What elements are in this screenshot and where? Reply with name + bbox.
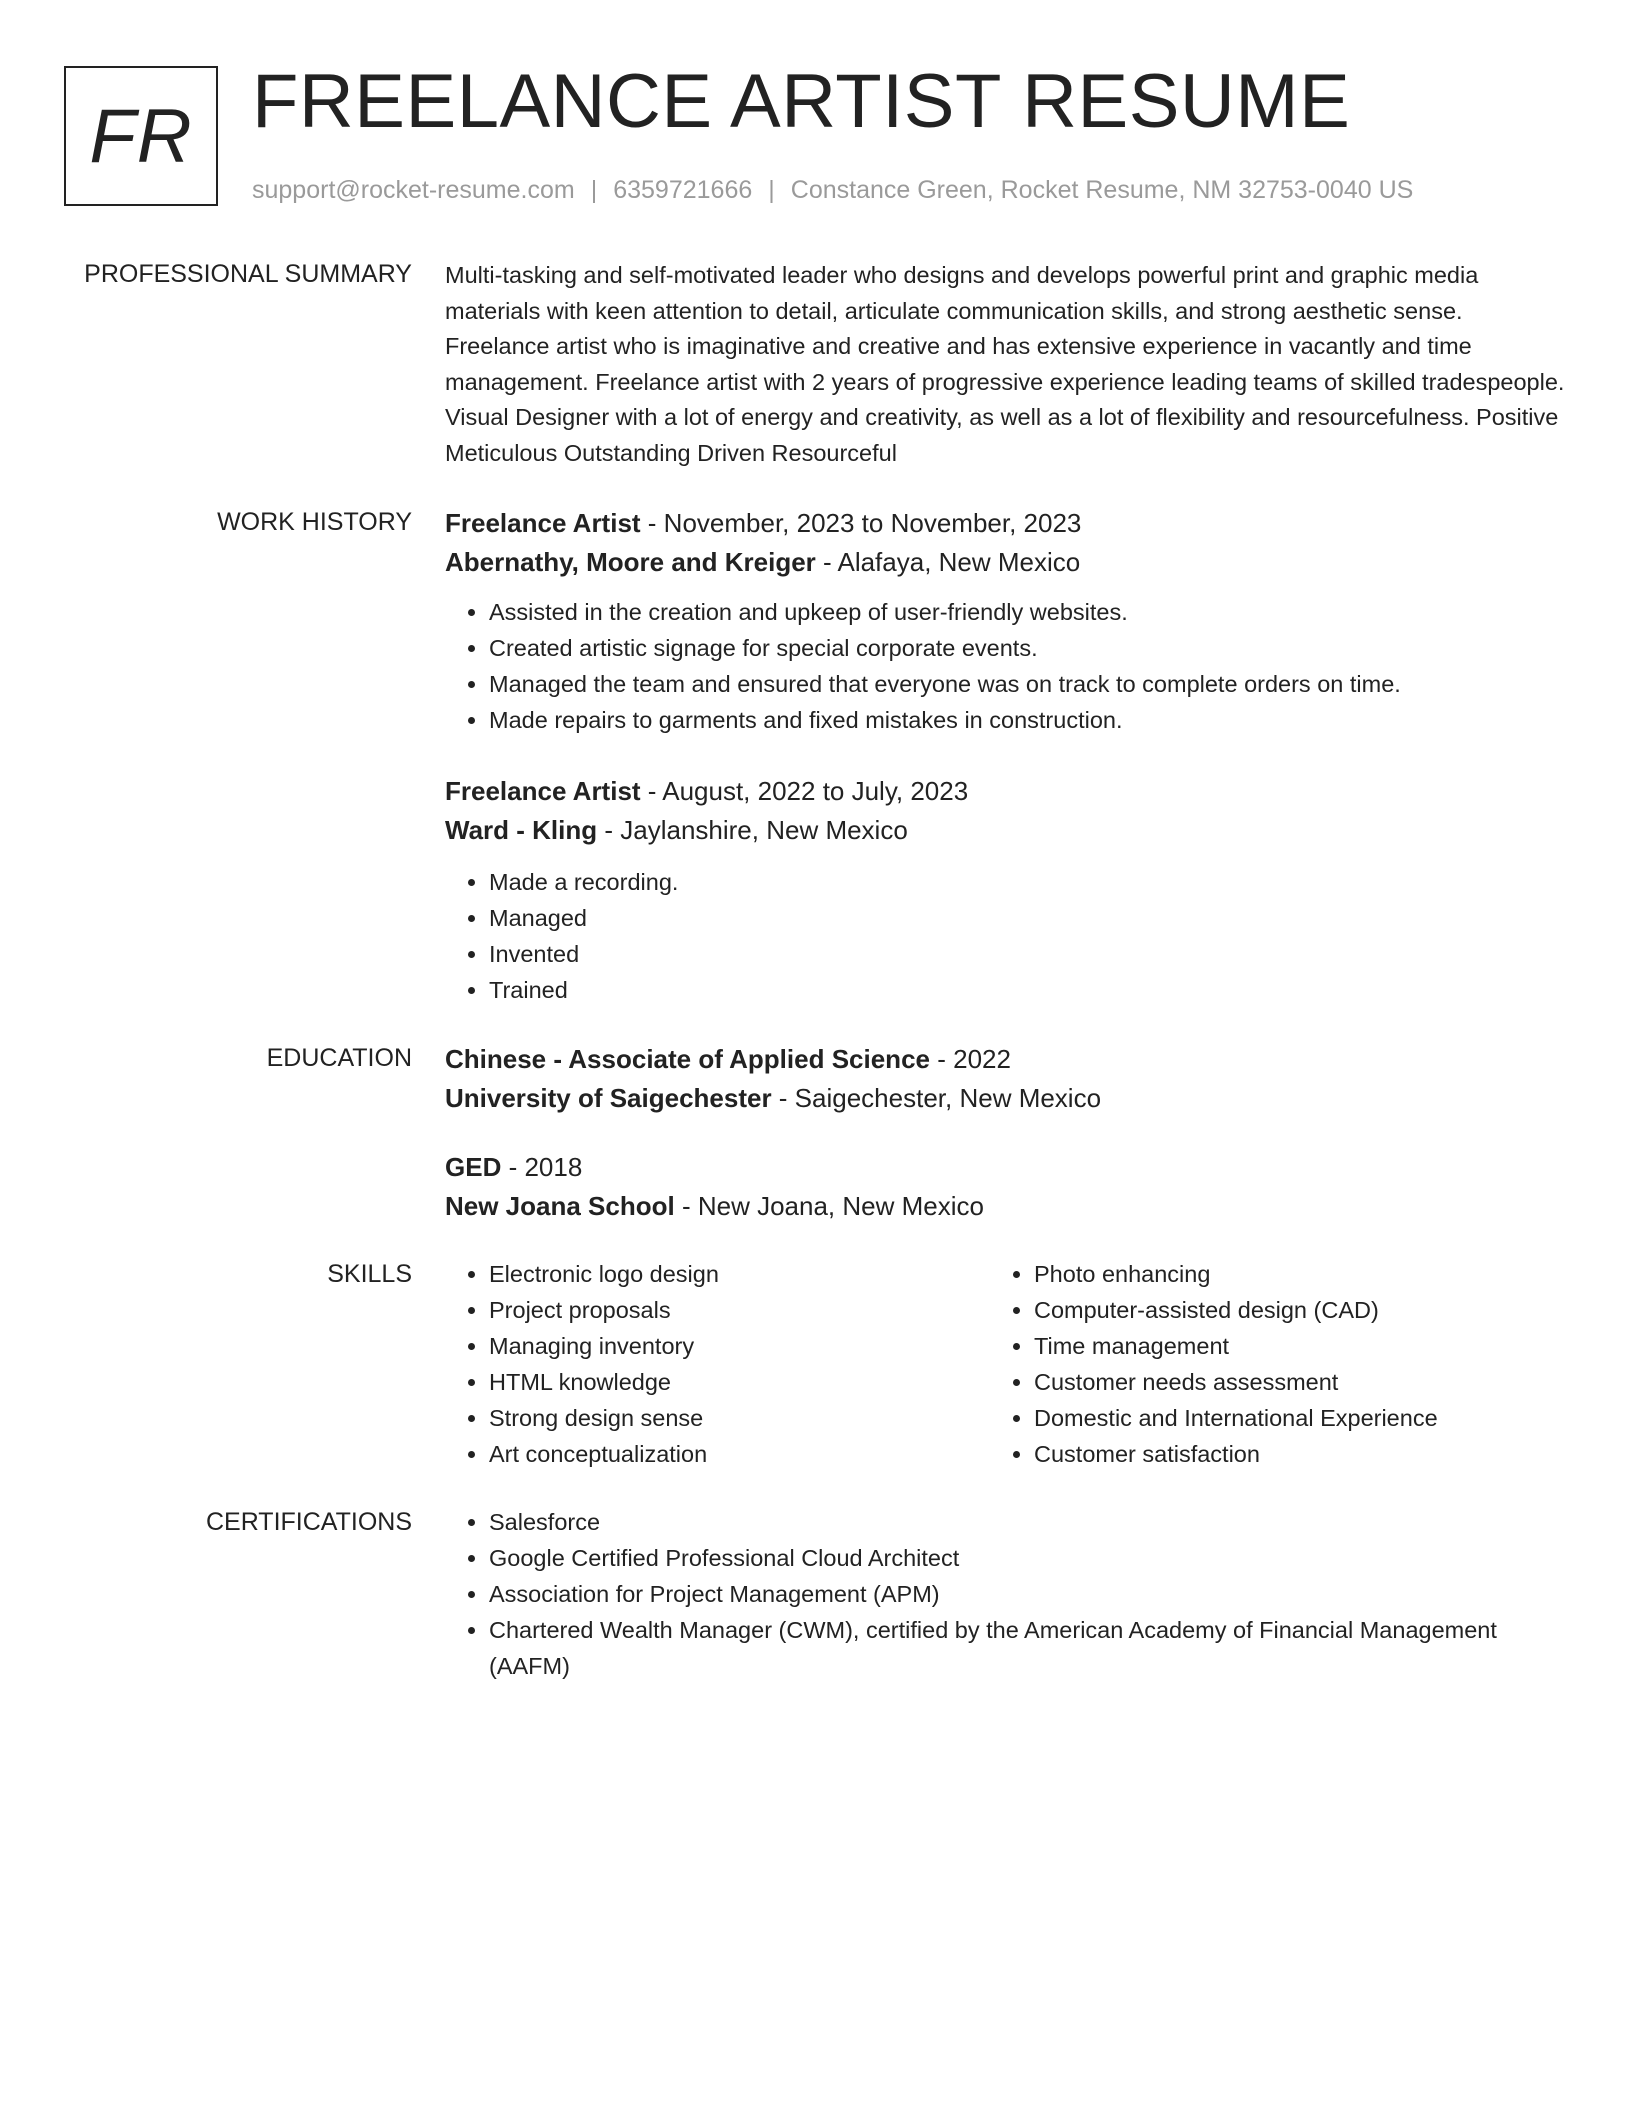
job-location: - Jaylanshire, New Mexico xyxy=(597,815,908,845)
job-dates: - November, 2023 to November, 2023 xyxy=(640,508,1082,538)
skills-column-left xyxy=(445,1256,965,1472)
job-company: Ward - Kling xyxy=(445,815,598,845)
list-item: • Salesforce xyxy=(489,1504,1565,1540)
education-year: - 2018 xyxy=(501,1152,583,1182)
certifications-list xyxy=(445,1504,1565,1684)
certifications-body xyxy=(445,1504,1565,1684)
job-bullet-list xyxy=(445,864,1565,1008)
list-item: • Managed xyxy=(489,900,1565,936)
list-item: • HTML knowledge xyxy=(489,1364,965,1400)
list-item: • Managing inventory xyxy=(489,1328,965,1364)
job-entry xyxy=(445,772,1565,1008)
list-item: • Managed the team and ensured that everyone was on track to complete orders on time. xyxy=(489,666,1565,702)
list-item: • Invented xyxy=(489,936,1565,972)
education-degree: Chinese - Associate of Applied Science xyxy=(445,1044,930,1074)
list-item: • Electronic logo design xyxy=(489,1256,965,1292)
list-item: • Time management xyxy=(1034,1328,1510,1364)
list-item: • Made a recording. xyxy=(489,864,1565,900)
skills-heading: SKILLS xyxy=(327,1260,412,1288)
list-item: • Created artistic signage for special corporate events. xyxy=(489,630,1565,666)
education-school: University of Saigechester xyxy=(445,1083,772,1113)
education-location: - Saigechester, New Mexico xyxy=(771,1083,1102,1113)
contact-separator: | xyxy=(768,176,775,204)
list-item: • Association for Project Management (APM) xyxy=(489,1576,1565,1612)
contact-address: Constance Green, Rocket Resume, NM 32753-0040 US xyxy=(790,176,1414,204)
work-history-heading: WORK HISTORY xyxy=(217,508,412,536)
list-item: • Trained xyxy=(489,972,1565,1008)
skills-list xyxy=(445,1256,965,1472)
education-school: New Joana School xyxy=(445,1191,675,1221)
list-item: • Customer satisfaction xyxy=(1034,1436,1510,1472)
list-item: • Domestic and International Experience xyxy=(1034,1400,1510,1436)
education-school-line xyxy=(445,1187,1565,1226)
skills-list xyxy=(990,1256,1510,1472)
job-company-line xyxy=(445,811,1565,850)
education-year: - 2022 xyxy=(930,1044,1011,1074)
education-degree-line xyxy=(445,1148,1565,1187)
list-item: • Project proposals xyxy=(489,1292,965,1328)
job-company: Abernathy, Moore and Kreiger xyxy=(445,547,816,577)
contact-email[interactable]: support@rocket-resume.com xyxy=(252,176,575,204)
education-degree-line xyxy=(445,1040,1565,1079)
contact-separator: | xyxy=(590,176,598,204)
summary-body xyxy=(445,258,1565,471)
list-item: • Customer needs assessment xyxy=(1034,1364,1510,1400)
education-entry xyxy=(445,1148,1565,1226)
contact-line xyxy=(252,172,1413,208)
education-heading: EDUCATION xyxy=(266,1044,412,1072)
education-entry xyxy=(445,1040,1565,1118)
education-degree: GED xyxy=(445,1152,502,1182)
job-company-line xyxy=(445,543,1565,582)
education-school-line xyxy=(445,1079,1565,1118)
page-title: FREELANCE ARTIST RESUME xyxy=(252,59,1351,144)
job-role: Freelance Artist xyxy=(445,776,641,806)
job-role: Freelance Artist xyxy=(445,508,641,538)
list-item: • Photo enhancing xyxy=(1034,1256,1510,1292)
job-title-line xyxy=(445,504,1565,543)
summary-text: Multi-tasking and self-motivated leader who designs and develops powerful print and graphic media materials with keen attention to detail, articulate communication skills, and strong aesthetic sense. Freelance artist who is imaginative and creative and has extensive experience in vacantly and time management. Freelance artist with 2 years of progressive experience leading teams of skilled tradespeople. Visual Designer with a lot of energy and creativity, as well as a lot of flexibility and resourcefulness. Positive Meticulous Outstanding Driven Resourceful xyxy=(445,262,1565,466)
skills-column-right xyxy=(990,1256,1510,1472)
list-item: • Strong design sense xyxy=(489,1400,965,1436)
list-item: • Computer-assisted design (CAD) xyxy=(1034,1292,1510,1328)
list-item: • Chartered Wealth Manager (CWM), certified by the American Academy of Financial Management (AAFM) xyxy=(489,1612,1565,1684)
job-title-line xyxy=(445,772,1565,811)
contact-phone[interactable]: 6359721666 xyxy=(613,176,753,204)
job-dates: - August, 2022 to July, 2023 xyxy=(640,776,969,806)
monogram-logo: FR xyxy=(64,66,218,206)
job-location: - Alafaya, New Mexico xyxy=(815,547,1081,577)
certifications-heading: CERTIFICATIONS xyxy=(205,1508,412,1536)
list-item: • Art conceptualization xyxy=(489,1436,965,1472)
list-item: • Assisted in the creation and upkeep of user-friendly websites. xyxy=(489,594,1565,630)
job-bullet-list xyxy=(445,594,1565,738)
job-entry xyxy=(445,504,1565,738)
education-location: - New Joana, New Mexico xyxy=(674,1191,984,1221)
summary-heading: PROFESSIONAL SUMMARY xyxy=(84,260,412,288)
list-item: • Made repairs to garments and fixed mistakes in construction. xyxy=(489,702,1565,738)
list-item: • Google Certified Professional Cloud Architect xyxy=(489,1540,1565,1576)
